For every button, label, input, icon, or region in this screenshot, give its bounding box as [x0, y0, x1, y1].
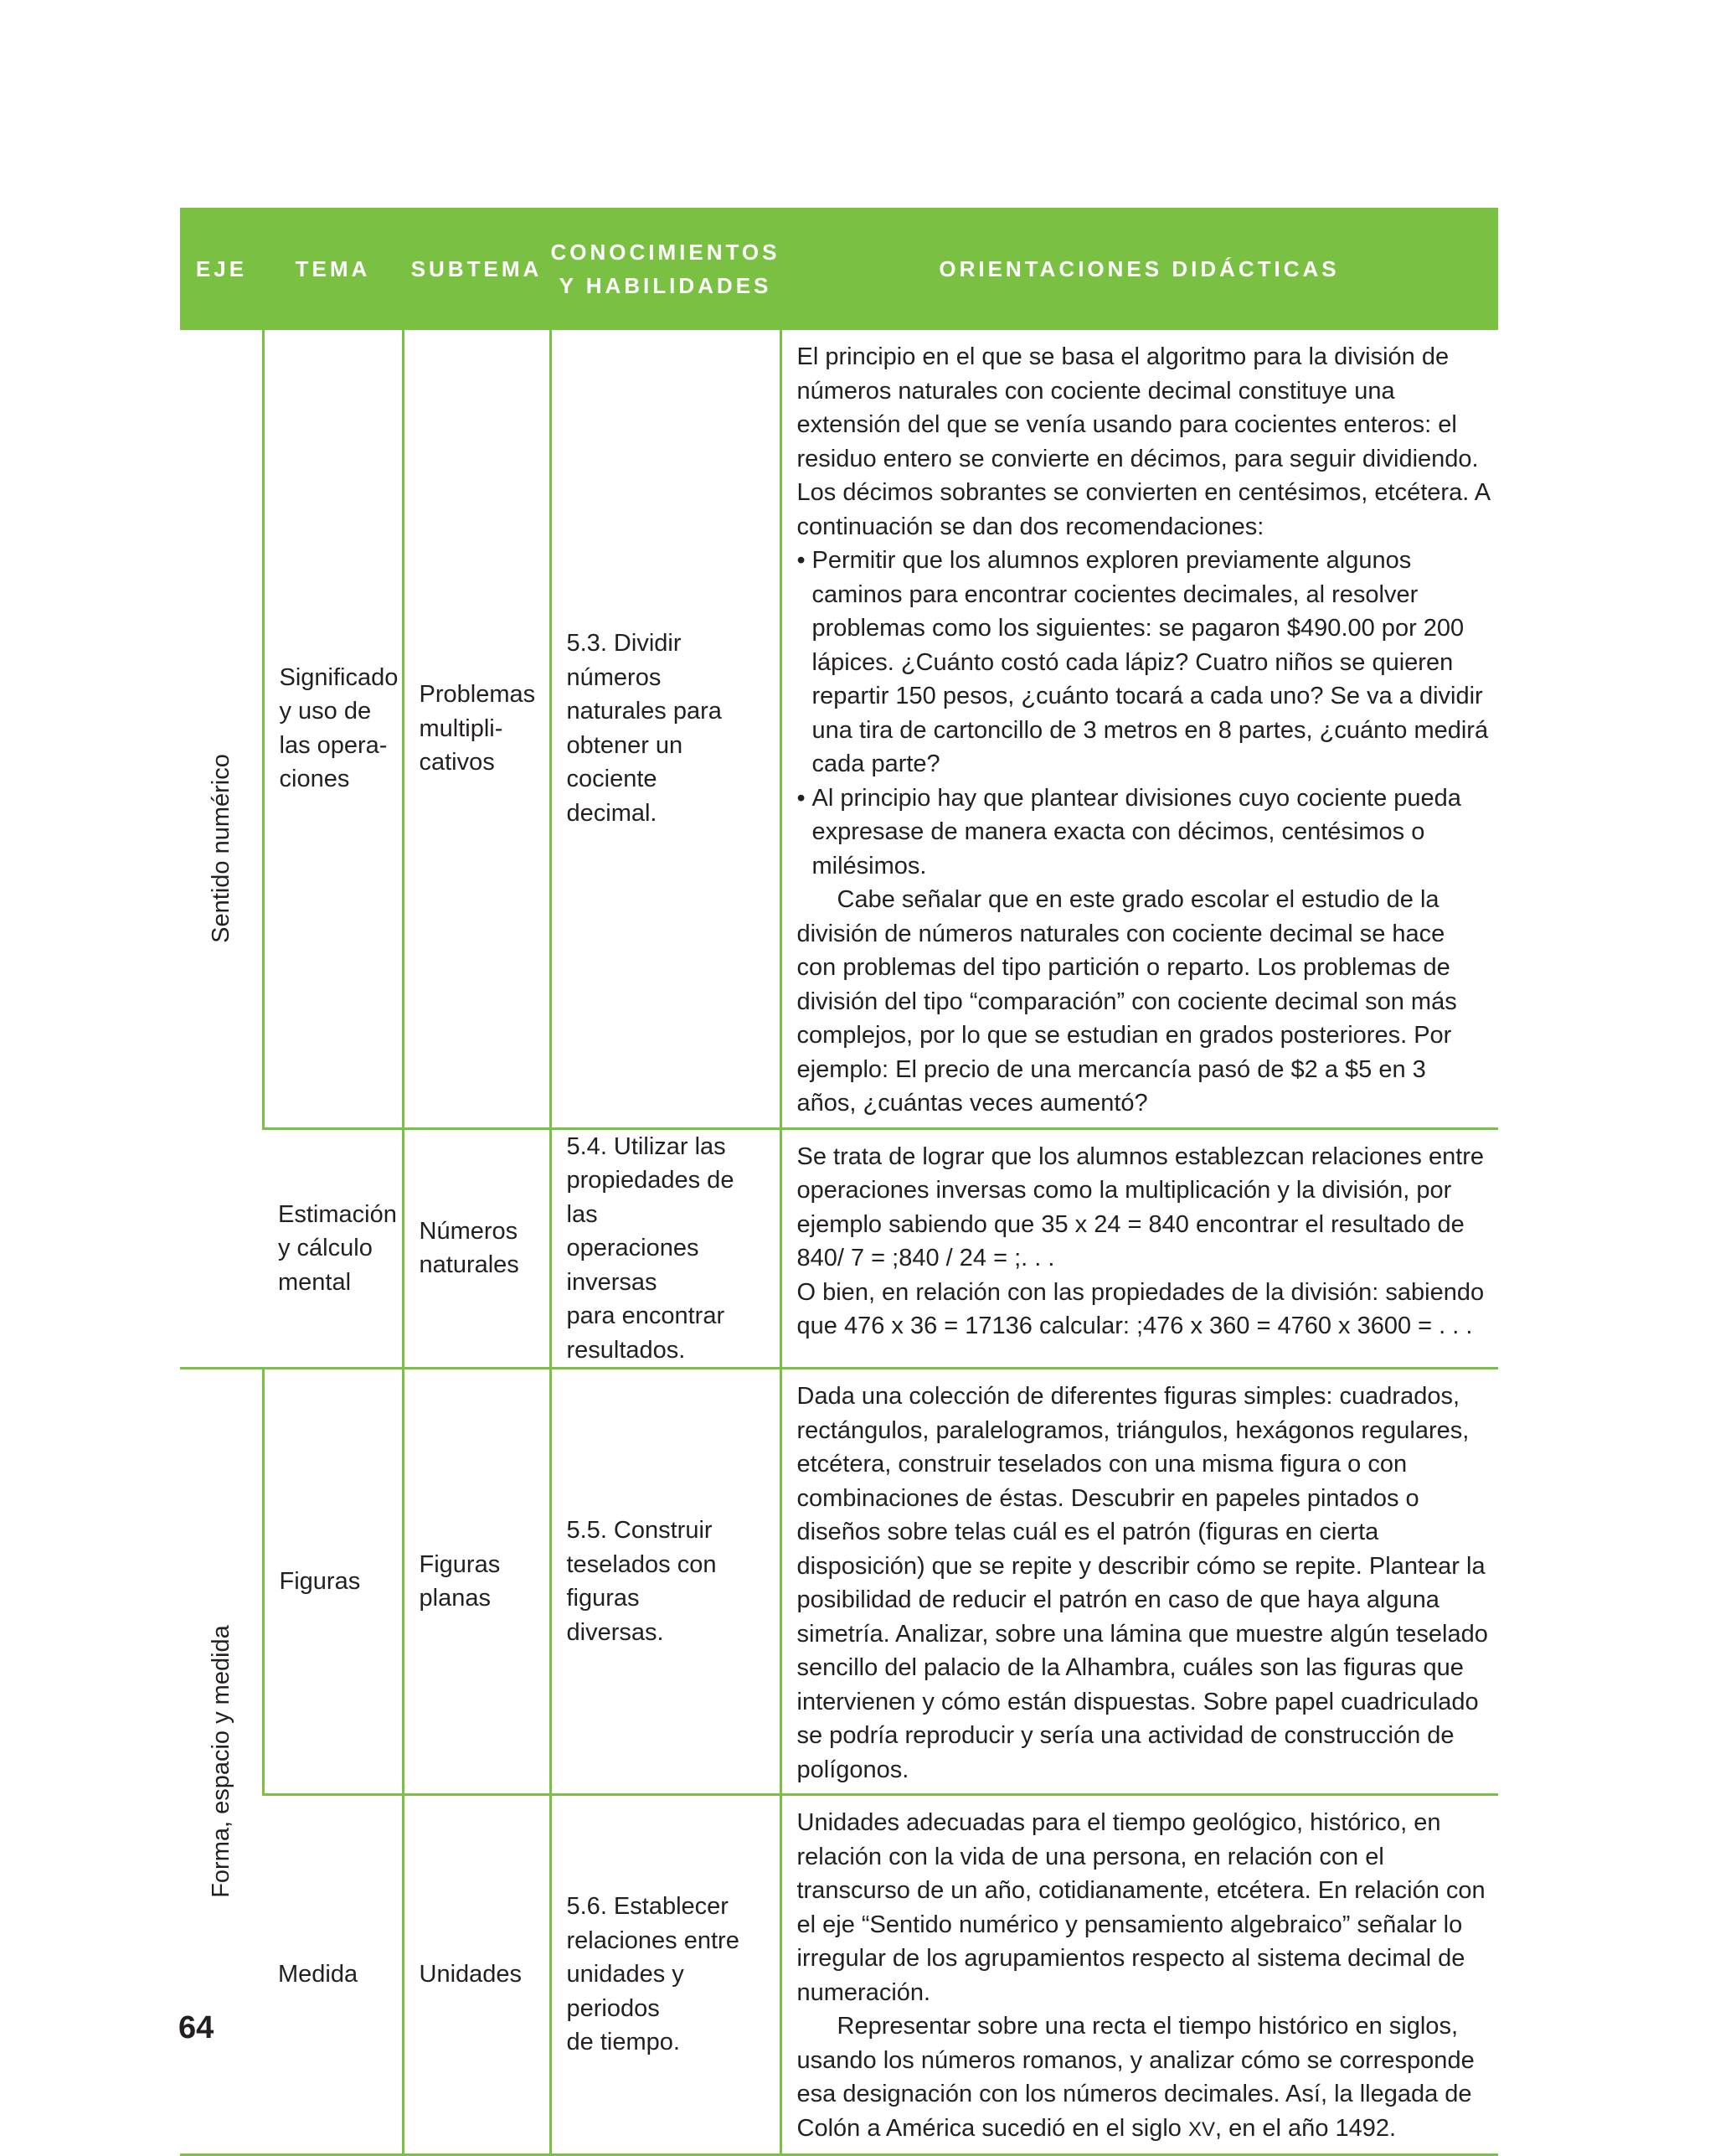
- conocimiento-line: 5.6. Establecer: [566, 1893, 729, 1921]
- conocimiento-line: obtener un cociente: [566, 731, 683, 793]
- header-conocimientos-line1: CONOCIMIENTOS: [550, 240, 780, 265]
- header-row: [180, 208, 1498, 330]
- subtema-line: Problemas: [419, 681, 536, 708]
- header-orientaciones: ORIENTACIONES DIDÁCTICAS: [780, 208, 1498, 330]
- orientaciones-list: [797, 544, 1491, 883]
- conocimiento-line: 5.4. Utilizar las: [566, 1132, 726, 1160]
- table-row: [180, 1128, 1498, 1369]
- orientaciones-cell: [780, 330, 1498, 1128]
- eje-label-forma: Forma, espacio y medida: [207, 1625, 234, 1898]
- conocimiento-cell: [550, 1369, 780, 1795]
- subtema-line: cativos: [419, 749, 495, 776]
- list-item: • Al principio hay que plantear divisiones cuyo cociente pueda expresase de manera exacta con décimos, centésimos o milésimos.: [797, 781, 1491, 884]
- conocimiento-line: diversas.: [566, 1618, 664, 1646]
- orientaciones-paragraph: Cabe señalar que en este grado escolar el estudio de la división de números naturales con cociente decimal se hace con problemas del tipo partición o reparto. Los problemas de división del tipo “comparación” con cociente decimal son más complejos, por lo que se estudian en grados posteriores. Por ejemplo: El precio de una mercancía pasó de $2 a $5 en 3 años, ¿cuántas veces aumentó?: [796, 886, 1457, 1117]
- subtema-line: Unidades: [419, 1961, 523, 1988]
- orientaciones-cell: [780, 1369, 1498, 1795]
- subtema-line: planas: [419, 1585, 491, 1612]
- orientaciones-paragraph: [797, 2009, 1491, 2147]
- page-number: 64: [178, 2010, 214, 2045]
- tema-line: y uso de: [279, 698, 372, 725]
- list-item: • Permitir que los alumnos exploren previamente algunos caminos para encontrar cocientes decimales, al resolver problemas como los siguientes: se pagaron $490.00 por 200 lápices. ¿Cuánto costó cada lápiz? Cuatro niños se quieren repartir 150 pesos, ¿cuánto tocará a cada uno? Se va a dividir una tira de cartoncillo de 3 metros en 8 partes, ¿cuánto medirá cada parte?: [797, 544, 1491, 781]
- conocimiento-line: unidades y periodos: [566, 1961, 684, 2022]
- subtema-line: naturales: [419, 1251, 519, 1279]
- orientaciones-cell: [780, 1795, 1498, 2155]
- header-conocimientos: [550, 208, 780, 330]
- tema-line: Significado: [279, 663, 399, 691]
- subtema-line: Números: [419, 1217, 518, 1245]
- conocimiento-line: para encontrar: [566, 1302, 725, 1329]
- table-row: [180, 1795, 1498, 2155]
- header-conocimientos-line2: Y HABILIDADES: [559, 273, 772, 298]
- conocimiento-line: resultados.: [566, 1336, 686, 1364]
- tema-line: las opera-: [279, 731, 388, 759]
- header-eje: EJE: [180, 208, 263, 330]
- conocimiento-line: decimal.: [566, 799, 657, 827]
- eje-cell-sentido: [180, 330, 263, 1369]
- subtema-cell: [403, 1128, 550, 1369]
- tema-line: Figuras: [279, 1567, 361, 1595]
- table-row: [180, 1369, 1498, 1795]
- header-subtema: SUBTEMA: [403, 208, 550, 330]
- subtema-cell: [403, 1369, 550, 1795]
- tema-line: y cálculo: [278, 1235, 373, 1261]
- eje-label-sentido: Sentido numérico: [207, 754, 234, 943]
- table-row: [180, 330, 1498, 1128]
- tema-cell: [263, 1795, 403, 2155]
- conocimiento-line: naturales para: [566, 698, 722, 725]
- orientaciones-cell: [780, 1128, 1498, 1369]
- tema-line: mental: [278, 1268, 352, 1296]
- subtema-cell: [403, 1795, 550, 2155]
- conocimiento-line: operaciones inversas: [566, 1235, 699, 1296]
- conocimiento-cell: [550, 1128, 780, 1369]
- tema-line: Medida: [278, 1961, 358, 1988]
- conocimiento-line: de tiempo.: [566, 2029, 680, 2056]
- curriculum-table: [180, 208, 1498, 2156]
- tema-cell: [263, 1369, 403, 1795]
- subtema-cell: [403, 330, 550, 1128]
- orientaciones-paragraph: Se trata de lograr que los alumnos establezcan relaciones entre operaciones inversas como la multiplicación y la división, por ejemplo sabiendo que 35 x 24 = 840 encontrar el resultado de 840/ 7 = ;840 / 24 = ;. . .: [796, 1142, 1485, 1271]
- conocimiento-cell: [550, 1795, 780, 2155]
- conocimiento-line: relaciones entre: [566, 1926, 739, 1954]
- roman-numeral: XV: [1187, 2117, 1215, 2141]
- conocimiento-cell: [550, 330, 780, 1128]
- tema-line: ciones: [279, 766, 350, 793]
- header-tema: TEMA: [263, 208, 403, 330]
- orientaciones-intro: El principio en el que se basa el algoritmo para la división de números naturales con cociente decimal constituye una extensión del que se venía usando para cocientes enteros: el residuo entero se convierte en décimos, para seguir dividiendo. Los décimos sobrantes se convierten en centésimos, etcétera. A continuación se dan dos recomendaciones:: [796, 343, 1490, 540]
- paragraph-text: , en el año 1492.: [1215, 2114, 1397, 2142]
- subtema-line: multipli-: [419, 714, 503, 742]
- conocimiento-line: propiedades de las: [566, 1167, 734, 1228]
- tema-line: Estimación: [278, 1200, 397, 1228]
- tema-cell: [263, 1128, 403, 1369]
- tema-cell: [263, 330, 403, 1128]
- conocimiento-line: teselados con figuras: [566, 1550, 717, 1612]
- orientaciones-paragraph: Dada una colección de diferentes figuras simples: cuadrados, rectángulos, paralelogramos, triángulos, hexágonos regulares, etcétera, construir teselados con una misma figura o con combinaciones de éstas. Descubrir en papeles pintados o diseños sobre telas cuál es el patrón (figuras en cierta disposición) que se repite y describir cómo se repite. Plantear la posibilidad de reducir el patrón en caso de que haya alguna simetría. Analizar, sobre una lámina que muestre algún teselado sencillo del palacio de la Alhambra, cuáles son las figuras que intervienen y cómo están dispuestas. Sobre papel cuadriculado se podría reproducir y sería una actividad de construcción de polígonos.: [796, 1383, 1488, 1783]
- orientaciones-paragraph: O bien, en relación con las propiedades de la división: sabiendo que 476 x 36 = 17136 calcular: ;476 x 360 = 4760 x 3600 = . . .: [796, 1278, 1485, 1339]
- paragraph-text: Representar sobre una recta el tiempo histórico en siglos, usando los números romanos, y analizar cómo se corresponde esa designación con los números decimales. Así, la llegada de Colón a América sucedió en el siglo: [796, 2013, 1475, 2142]
- subtema-line: Figuras: [419, 1550, 501, 1578]
- orientaciones-paragraph: Unidades adecuadas para el tiempo geológico, histórico, en relación con la vida de una persona, en relación con el transcurso de un año, cotidianamente, etcétera. En relación con el eje “Sentido numérico y pensamiento algebraico” señalar lo irregular de los agrupamientos respecto al sistema decimal de numeración.: [796, 1809, 1486, 2006]
- conocimiento-line: 5.5. Construir: [566, 1517, 713, 1544]
- conocimiento-line: 5.3. Dividir números: [566, 630, 682, 691]
